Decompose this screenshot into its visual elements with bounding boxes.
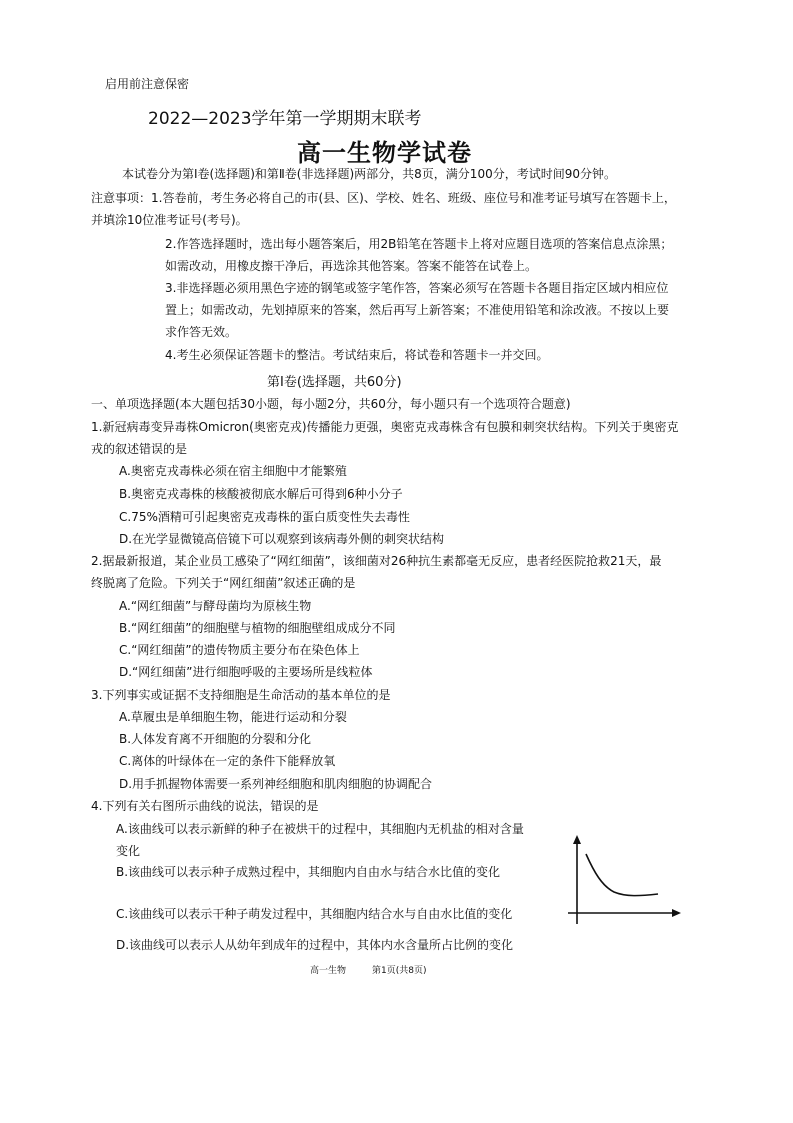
footer-page: 第1页(共8页) — [372, 966, 427, 976]
q4-curve-figure — [562, 834, 682, 926]
decreasing-curve — [586, 854, 658, 896]
q3-option-a: A.草履虫是单细胞生物，能进行运动和分裂 — [119, 710, 347, 724]
q2-option-d: D.“网红细菌”进行细胞呼吸的主要场所是线粒体 — [119, 665, 373, 679]
section-title: 第Ⅰ卷(选择题，共60分) — [267, 375, 402, 390]
section-instruction: 一、单项选择题(本大题包括30小题，每小题2分，共60分，每小题只有一个选项符合题意) — [91, 397, 571, 411]
q4-option-a-line1: A.该曲线可以表示新鲜的种子在被烘干的过程中，其细胞内无机盐的相对含量 — [116, 822, 524, 836]
footer-subject: 高一生物 — [310, 966, 347, 976]
q1-option-b: B.奥密克戎毒株的核酸被彻底水解后可得到6种小分子 — [119, 487, 403, 501]
q4-option-a-line2: 变化 — [116, 844, 141, 858]
q3-option-c: C.离体的叶绿体在一定的条件下能释放氧 — [119, 754, 336, 768]
confidential-label: 启用前注意保密 — [105, 77, 190, 91]
subject-title: 高一生物学试卷 — [297, 139, 472, 167]
q3-option-d: D.用手抓握物体需要一系列神经细胞和肌肉细胞的协调配合 — [119, 777, 433, 791]
q1-option-c: C.75%酒精可引起奥密克戎毒株的蛋白质变性失去毒性 — [119, 510, 410, 524]
q2-option-b: B.“网红细菌”的细胞壁与植物的细胞壁组成成分不同 — [119, 621, 396, 635]
intro-line: 本试卷分为第Ⅰ卷(选择题)和第Ⅱ卷(非选择题)两部分，共8页，满分100分，考试时间90分钟。 — [122, 167, 616, 181]
note-2a: 2.作答选择题时，选出每小题答案后，用2B铅笔在答题卡上将对应题目选项的答案信息点涂黑； — [165, 237, 673, 251]
q4-stem: 4.下列有关右图所示曲线的说法，错误的是 — [91, 799, 319, 813]
y-axis-arrow — [573, 835, 581, 844]
q2-option-a: A.“网红细菌”与酵母菌均为原核生物 — [119, 599, 312, 613]
note-3b: 置上；如需改动，先划掉原来的答案，然后再写上新答案；不准使用铅笔和涂改液。不按以上要 — [165, 303, 670, 317]
note-4: 4.考生必须保证答题卡的整洁。考试结束后，将试卷和答题卡一并交回。 — [165, 348, 549, 362]
q1-option-d: D.在光学显微镜高倍镜下可以观察到该病毒外侧的刺突状结构 — [119, 532, 445, 546]
q1-stem-b: 戎的叙述错误的是 — [91, 442, 188, 456]
note-2b: 如需改动，用橡皮擦干净后，再选涂其他答案。答案不能答在试卷上。 — [165, 259, 538, 273]
q2-option-c: C.“网红细菌”的遗传物质主要分布在染色体上 — [119, 643, 360, 657]
q1-stem-a: 1.新冠病毒变异毒株Omicron(奥密克戎)传播能力更强，奥密克戎毒株含有包膜和刺突状结构。下列关于奥密克 — [91, 420, 679, 434]
note-3c: 求作答无效。 — [165, 325, 238, 339]
note-1b: 并填涂10位准考证号(考号)。 — [91, 213, 248, 227]
q1-option-a: A.奥密克戎毒株必须在宿主细胞中才能繁殖 — [119, 464, 347, 478]
note-3a: 3.非选择题必须用黑色字迹的钢笔或签字笔作答，答案必须写在答题卡各题目指定区域内相应位 — [165, 281, 669, 295]
q3-option-b: B.人体发育离不开细胞的分裂和分化 — [119, 732, 312, 746]
q3-stem: 3.下列事实或证据不支持细胞是生命活动的基本单位的是 — [91, 688, 391, 702]
x-axis-arrow — [672, 909, 681, 917]
q4-option-d: D.该曲线可以表示人从幼年到成年的过程中，其体内水含量所占比例的变化 — [116, 938, 514, 952]
exam-title: 2022—2023学年第一学期期末联考 — [148, 109, 422, 129]
note-1a: 注意事项：1.答卷前，考生务必将自己的市(县、区)、学校、姓名、班级、座位号和准考证号填写在答题卡上， — [91, 191, 676, 205]
q4-option-b: B.该曲线可以表示种子成熟过程中，其细胞内自由水与结合水比值的变化 — [116, 865, 501, 879]
q2-stem-b: 终脱离了危险。下列关于“网红细菌”叙述正确的是 — [91, 576, 356, 590]
q4-option-c: C.该曲线可以表示干种子萌发过程中，其细胞内结合水与自由水比值的变化 — [116, 907, 513, 921]
q2-stem-a: 2.据最新报道，某企业员工感染了“网红细菌”，该细菌对26种抗生素都毫无反应，患者经医院抢救21天，最 — [91, 554, 662, 568]
